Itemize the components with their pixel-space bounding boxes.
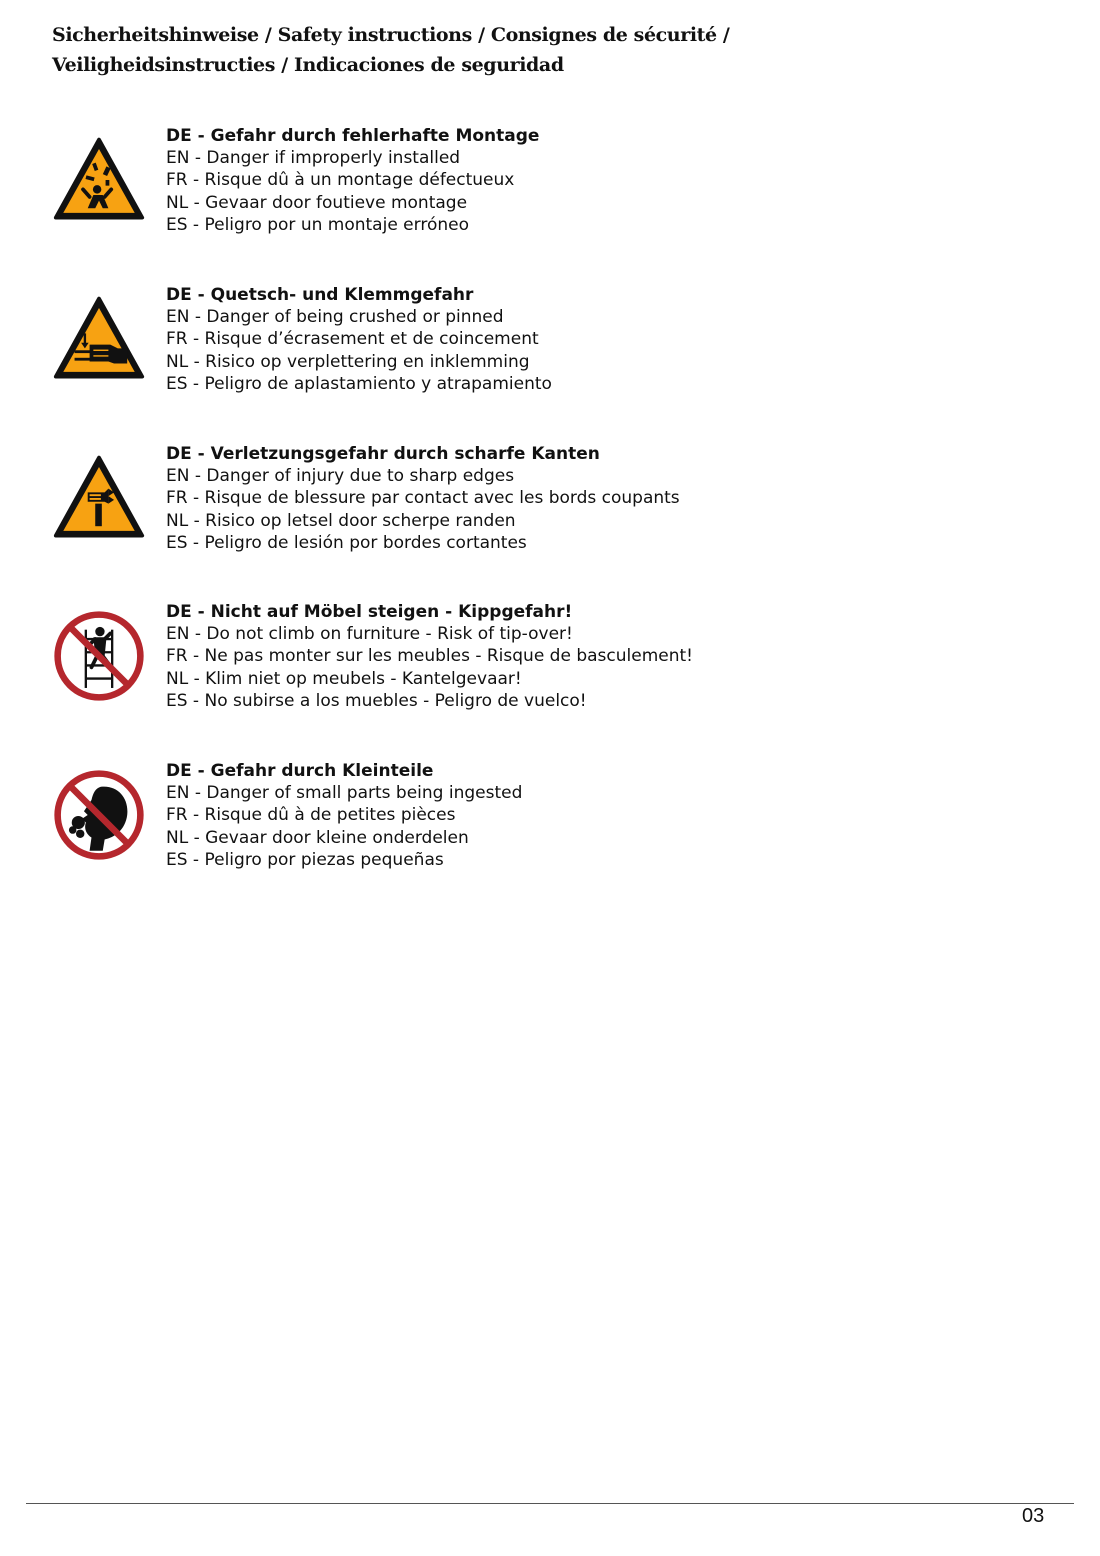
page-number: 03 bbox=[1022, 1505, 1045, 1527]
line-fr: FR - Ne pas monter sur les meubles - Risque de basculement! bbox=[166, 646, 693, 667]
page-title-line-2: Veiligheidsinstructies / Indicaciones de seguridad bbox=[52, 54, 564, 76]
line-nl: NL - Risico op verplettering en inklemming bbox=[166, 351, 530, 372]
line-nl: NL - Risico op letsel door scherpe randen bbox=[166, 510, 516, 531]
safety-section-sharp-edges bbox=[52, 443, 952, 563]
line-es: ES - Peligro por piezas pequeñas bbox=[166, 849, 444, 870]
line-fr: FR - Risque d’écrasement et de coincement bbox=[166, 329, 539, 350]
line-fr: FR - Risque dû à de petites pièces bbox=[166, 805, 456, 826]
line-nl: NL - Gevaar door foutieve montage bbox=[166, 192, 468, 213]
line-es: ES - No subirse a los muebles - Peligro de vuelco! bbox=[166, 690, 587, 711]
line-nl: NL - Klim niet op meubels - Kantelgevaar! bbox=[166, 668, 522, 689]
falling-objects-warning-icon bbox=[52, 133, 146, 227]
heading-de: DE - Quetsch- und Klemmgefahr bbox=[166, 285, 474, 305]
heading-de: DE - Nicht auf Möbel steigen - Kippgefahr! bbox=[166, 602, 573, 622]
line-fr: FR - Risque de blessure par contact avec les bords coupants bbox=[166, 488, 680, 509]
heading-de: DE - Gefahr durch Kleinteile bbox=[166, 761, 434, 781]
small-parts-prohibition-icon bbox=[52, 768, 146, 862]
line-nl: NL - Gevaar door kleine onderdelen bbox=[166, 827, 469, 848]
hand-crush-warning-icon bbox=[52, 292, 146, 386]
safety-section-no-climbing bbox=[52, 601, 952, 721]
line-en: EN - Danger of injury due to sharp edges bbox=[166, 466, 515, 487]
heading-de: DE - Verletzungsgefahr durch scharfe Kanten bbox=[166, 444, 600, 464]
no-climbing-prohibition-icon bbox=[52, 609, 146, 703]
line-en: EN - Do not climb on furniture - Risk of tip-over! bbox=[166, 624, 573, 645]
heading-de: DE - Gefahr durch fehlerhafte Montage bbox=[166, 126, 540, 146]
page-title-line-1: Sicherheitshinweise / Safety instructions / Consignes de sécurité / bbox=[52, 24, 730, 46]
line-es: ES - Peligro por un montaje erróneo bbox=[166, 214, 469, 235]
safety-section-installation bbox=[52, 125, 952, 245]
sharp-edges-warning-icon bbox=[52, 451, 146, 545]
line-en: EN - Danger if improperly installed bbox=[166, 148, 461, 169]
line-en: EN - Danger of small parts being ingested bbox=[166, 783, 523, 804]
footer-divider bbox=[26, 1503, 1074, 1504]
safety-section-small-parts bbox=[52, 760, 952, 880]
line-fr: FR - Risque dû à un montage défectueux bbox=[166, 170, 515, 191]
line-en: EN - Danger of being crushed or pinned bbox=[166, 307, 504, 328]
safety-section-crushing bbox=[52, 284, 952, 404]
line-es: ES - Peligro de lesión por bordes cortantes bbox=[166, 532, 527, 553]
page-title bbox=[52, 20, 952, 80]
line-es: ES - Peligro de aplastamiento y atrapamiento bbox=[166, 373, 552, 394]
